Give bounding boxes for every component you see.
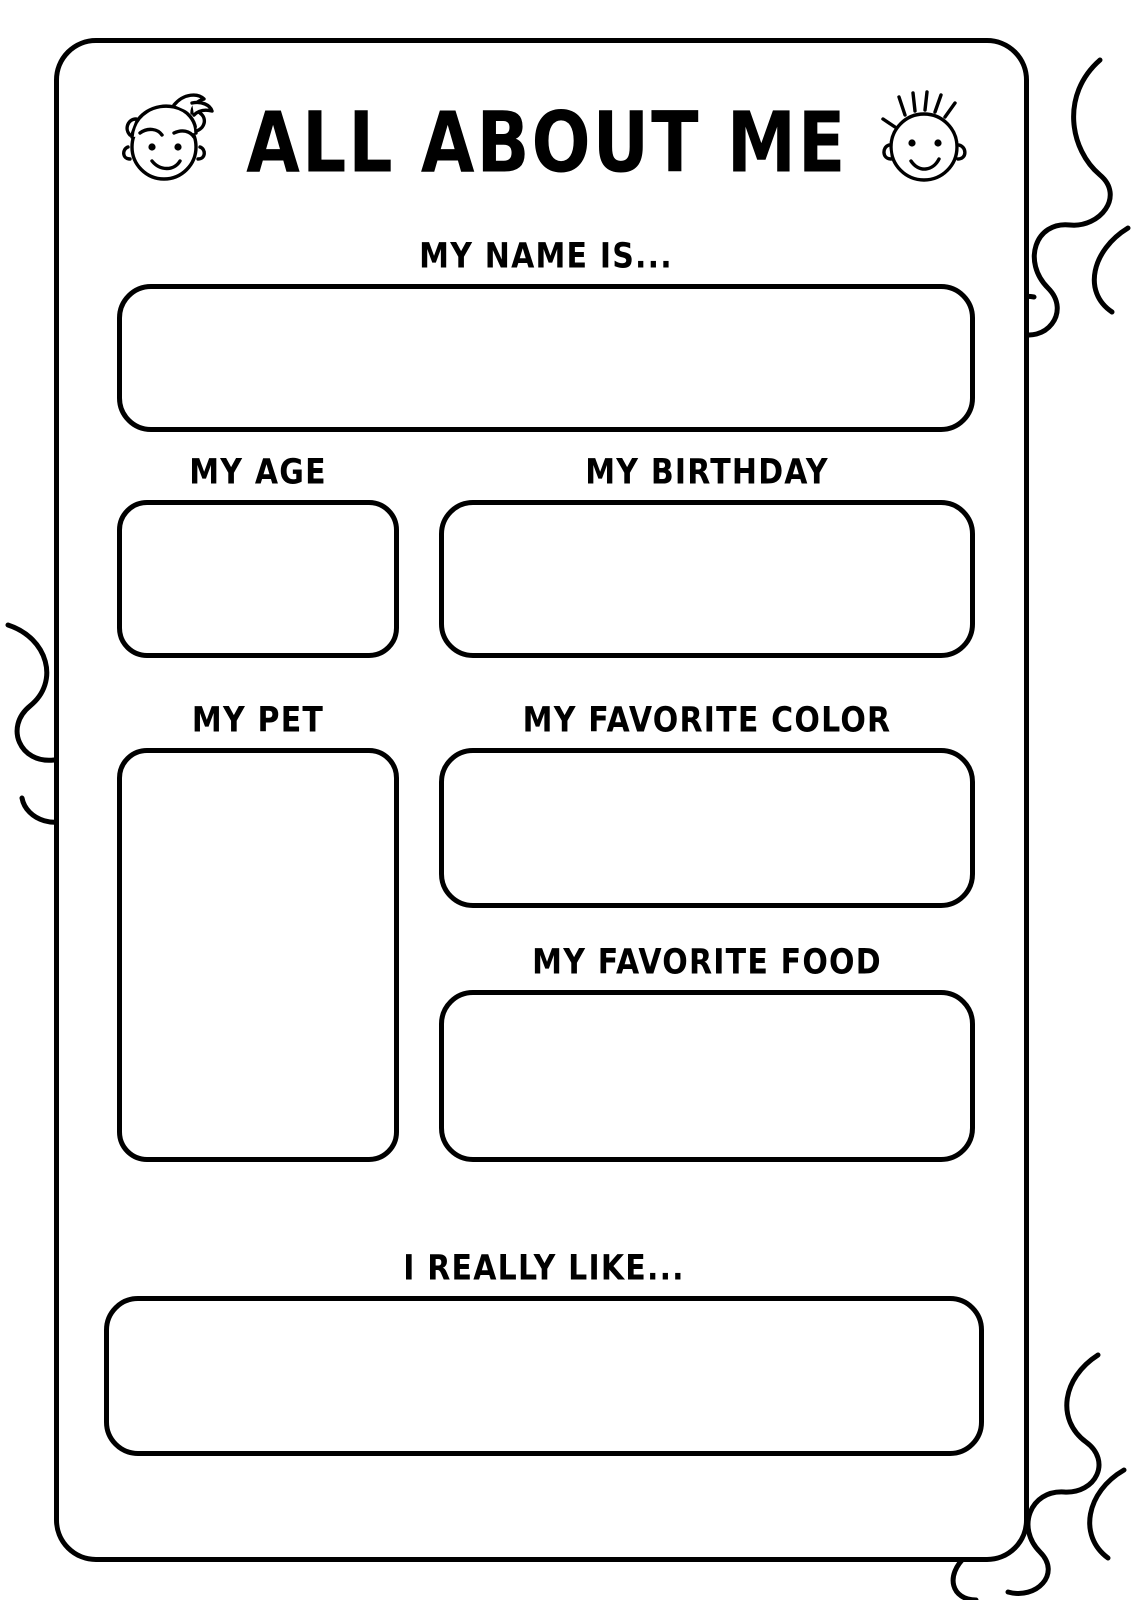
field-favorite-color xyxy=(439,700,975,908)
input-favorite-food[interactable] xyxy=(439,990,975,1162)
field-favorite-food xyxy=(439,942,975,1162)
field-i-really-like xyxy=(104,1248,984,1456)
field-label-name: MY NAME IS... xyxy=(419,236,673,277)
worksheet-card xyxy=(54,38,1029,1562)
field-birthday xyxy=(439,452,975,658)
field-label-favorite-color: MY FAVORITE COLOR xyxy=(522,700,892,741)
field-name xyxy=(117,236,975,432)
field-label-i-really-like: I REALLY LIKE... xyxy=(403,1248,685,1289)
field-label-birthday: MY BIRTHDAY xyxy=(585,452,829,493)
input-name[interactable] xyxy=(117,284,975,432)
input-i-really-like[interactable] xyxy=(104,1296,984,1456)
girl-face-doodle-icon xyxy=(104,85,224,199)
field-age xyxy=(117,452,399,658)
field-label-age: MY AGE xyxy=(189,452,327,493)
field-label-pet: MY PET xyxy=(191,700,325,741)
boy-face-doodle-icon xyxy=(869,85,979,199)
page-header xyxy=(59,87,1024,197)
input-age[interactable] xyxy=(117,500,399,658)
page-title: ALL ABOUT ME xyxy=(245,93,848,191)
input-birthday[interactable] xyxy=(439,500,975,658)
field-label-favorite-food: MY FAVORITE FOOD xyxy=(532,942,882,983)
input-pet[interactable] xyxy=(117,748,399,1162)
input-favorite-color[interactable] xyxy=(439,748,975,908)
field-pet xyxy=(117,700,399,1162)
